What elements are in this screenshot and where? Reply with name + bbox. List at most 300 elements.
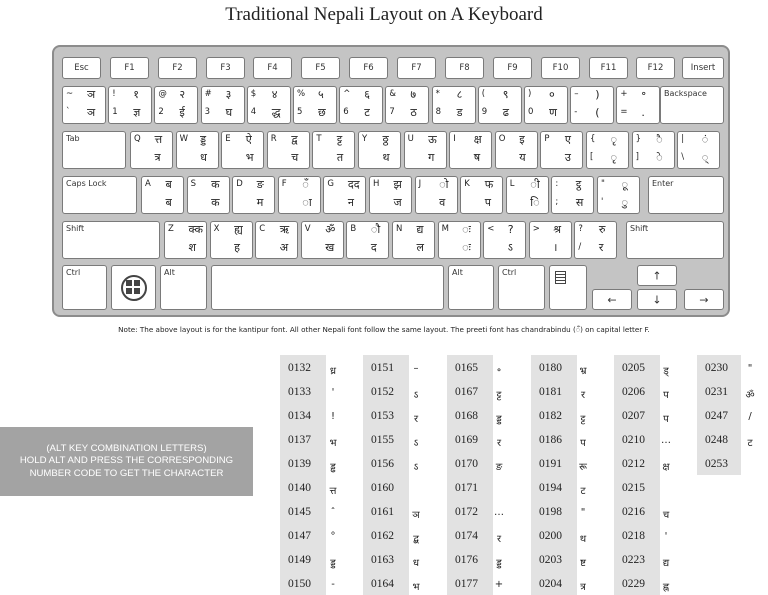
key-num-8[interactable] [432, 86, 476, 124]
key-num-0[interactable] [62, 86, 106, 124]
key-char-shift-nepali: ी [530, 178, 540, 191]
key-f1[interactable] [110, 57, 149, 79]
key-f4[interactable] [253, 57, 292, 79]
alt-character: ट्ट [496, 390, 502, 401]
key-right-alt-label: Alt [452, 268, 463, 277]
key-insert-label: Insert [690, 63, 716, 73]
alt-code: 0149 [288, 554, 311, 566]
key-char-shift-latin: @ [158, 89, 167, 99]
key-a-row-6[interactable] [415, 176, 458, 214]
key-a-row-2[interactable] [232, 176, 275, 214]
layout-note: Note: The above layout is for the kantipur font. All other Nepali font follow the same layout. The preeti font has chandrabindu (ँ) on capital letter F. [118, 325, 650, 334]
key-caps-lock-label: Caps Lock [66, 179, 107, 188]
key-char-shift-nepali: ७ [410, 88, 417, 101]
key-a-row-9[interactable] [551, 176, 594, 214]
key-a-row-8[interactable] [506, 176, 549, 214]
key-char-shift-latin: < [487, 224, 495, 234]
key-num-2[interactable] [154, 86, 198, 124]
key-char-latin: 9 [481, 107, 488, 117]
key-f3[interactable] [206, 57, 245, 79]
key-char-nepali: ल [416, 241, 424, 254]
key-f10-label: F10 [552, 63, 569, 73]
key-char-shift-latin: + [620, 89, 628, 99]
key-char-shift-latin: : [555, 179, 559, 189]
key-char-shift-nepali: ह्य [234, 223, 243, 236]
key-char-nepali: च [291, 151, 299, 164]
alt-character: ष्ट [580, 558, 586, 569]
key-enter-label: Enter [652, 179, 674, 188]
key-char-latin: 4 [250, 107, 257, 117]
key-char-shift-latin: P [544, 134, 550, 144]
key-right-ctrl-label: Ctrl [502, 268, 517, 277]
alt-code: 0212 [622, 458, 645, 470]
alt-code: 0206 [622, 386, 645, 398]
alt-character: ॰ [496, 366, 502, 377]
key-tab[interactable] [62, 131, 126, 169]
key-q-row-0[interactable] [130, 131, 173, 169]
key-num-5[interactable] [293, 86, 337, 124]
key-left-alt-label: Alt [164, 268, 175, 277]
key-char-shift-nepali: ं [701, 133, 709, 146]
alt-code: 0147 [288, 530, 311, 542]
key-z-row-0[interactable] [164, 221, 207, 259]
key-char-shift-latin: F [281, 179, 287, 189]
key-a-row-1[interactable] [187, 176, 230, 214]
key-f7-label: F7 [411, 63, 422, 73]
key-char-shift-latin: – [574, 89, 579, 99]
key-char-shift-nepali: ङ [256, 178, 264, 191]
key-a-row-5[interactable] [369, 176, 412, 214]
key-char-latin: - [574, 107, 578, 117]
key-char-shift-nepali: ? [507, 223, 514, 236]
key-char-latin: ` [66, 107, 71, 117]
key-char-nepali: े [656, 151, 663, 164]
alt-code: 0216 [622, 506, 645, 518]
key-char-shift-latin: * [435, 89, 440, 99]
key-char-nepali: त [336, 151, 344, 164]
key-f9-label: F9 [507, 63, 518, 73]
alt-character: ङ [495, 462, 503, 473]
key-char-shift-latin: Q [134, 134, 141, 144]
alt-character: ट [580, 486, 586, 497]
key-char-nepali: ई [179, 106, 185, 119]
key-char-shift-latin: & [389, 89, 397, 99]
key-char-shift-nepali: ञ [87, 88, 96, 101]
key-char-nepali: स [575, 196, 584, 209]
key-char-nepali: श [188, 241, 196, 254]
key-char-shift-nepali: ) [595, 88, 600, 101]
key-char-shift-latin: X [213, 224, 220, 234]
key-char-shift-nepali: ४ [271, 88, 278, 101]
alt-code: 0163 [371, 554, 394, 566]
key-left-ctrl-label: Ctrl [66, 268, 81, 277]
key-right-alt[interactable] [448, 265, 494, 310]
alt-character: … [494, 507, 504, 518]
key-char-shift-latin: O [498, 134, 506, 144]
key-char-shift-nepali: ै [656, 133, 663, 146]
alt-code: 0171 [455, 482, 478, 494]
key-f9[interactable] [493, 57, 532, 79]
key-right-ctrl[interactable] [498, 265, 545, 310]
alt-character: द्ब [413, 534, 419, 545]
alt-code: 0172 [455, 506, 478, 518]
key-q-row-5[interactable] [358, 131, 401, 169]
key-char-shift-latin: B [350, 224, 357, 234]
key-char-shift-latin: # [204, 89, 212, 99]
alt-code: 0182 [539, 410, 562, 422]
key-char-shift-nepali: ट्ट [336, 133, 343, 146]
key-num-3[interactable] [201, 86, 245, 124]
alt-code: 0247 [705, 410, 728, 422]
key-char-shift-nepali: ब [165, 178, 172, 191]
key-char-shift-nepali: ३ [225, 88, 232, 101]
alt-code: 0231 [705, 386, 728, 398]
key-f10[interactable] [541, 57, 580, 79]
alt-code: 0156 [371, 458, 394, 470]
key-a-row-3[interactable] [278, 176, 321, 214]
key-char-shift-latin: > [532, 224, 540, 234]
alt-code: 0200 [539, 530, 562, 542]
key-char-latin: 6 [343, 107, 349, 117]
key-char-shift-latin: I [453, 134, 456, 144]
key-f12[interactable] [636, 57, 675, 79]
alt-character: " [580, 507, 586, 518]
key-q-row-6[interactable] [404, 131, 447, 169]
alt-character: ह्न [662, 582, 670, 593]
key-char-shift-nepali: ॰ [641, 88, 647, 101]
key-char-nepali: त्र [154, 151, 161, 164]
alt-code: 0177 [455, 578, 478, 590]
alt-character: प [663, 414, 669, 425]
alt-code: 0139 [288, 458, 311, 470]
key-char-shift-nepali: ५ [318, 88, 324, 101]
alt-character: ° [330, 531, 336, 542]
key-f3-label: F3 [220, 63, 231, 73]
alt-character: ध [412, 558, 420, 569]
alt-code: 0180 [539, 362, 562, 374]
key-char-nepali: प [484, 196, 491, 209]
alt-character: र [496, 438, 502, 449]
alt-code: 0151 [371, 362, 394, 374]
key-char-nepali: ष [473, 151, 481, 164]
alt-code: 0132 [288, 362, 311, 374]
arrow-down-icon: ↓ [652, 293, 662, 306]
key-char-shift-latin: " [601, 179, 605, 189]
key-num-7[interactable] [385, 86, 429, 124]
alt-code: 0203 [539, 554, 562, 566]
key-char-nepali: ढ [502, 106, 509, 119]
key-enter[interactable] [648, 176, 724, 214]
alt-character: ड् [663, 366, 669, 377]
alt-code: 0230 [705, 362, 728, 374]
key-char-shift-latin: % [297, 89, 306, 99]
key-windows[interactable] [111, 265, 156, 310]
key-char-shift-nepali: ठ्ठ [382, 133, 389, 146]
alt-code: 0170 [455, 458, 478, 470]
key-char-shift-nepali: झ [393, 178, 402, 191]
key-char-shift-latin: S [190, 179, 196, 189]
key-char-shift-latin: ~ [66, 89, 74, 99]
key-z-row-9[interactable] [574, 221, 617, 259]
alt-character: ध्र [329, 366, 337, 377]
key-arrow-up[interactable] [637, 265, 677, 286]
alt-code: 0248 [705, 434, 728, 446]
key-char-latin: / [578, 242, 582, 252]
key-char-nepali: ् [701, 151, 709, 164]
alt-code: 0229 [622, 578, 645, 590]
key-char-nepali: म [256, 196, 264, 209]
key-char-shift-nepali: क्ष [473, 133, 482, 146]
key-char-shift-nepali: ६ [364, 88, 370, 101]
key-q-row-2[interactable] [221, 131, 264, 169]
key-char-shift-latin: ? [578, 224, 583, 234]
key-char-shift-nepali: ८ [456, 88, 463, 101]
alt-code: 0160 [371, 482, 394, 494]
key-char-shift-nepali: ए [564, 133, 571, 146]
key-char-shift-latin: T [316, 134, 322, 144]
key-a-row-0[interactable] [141, 176, 184, 214]
alt-character: र [580, 390, 586, 401]
key-num-4[interactable] [247, 86, 291, 124]
key-char-shift-latin: } [635, 134, 642, 144]
key-char-nepali: ( [595, 106, 600, 119]
alt-instructions-box [0, 427, 253, 496]
key-char-shift-latin: { [590, 134, 596, 144]
key-char-shift-nepali: ऊ [428, 133, 437, 146]
key-z-row-1[interactable] [210, 221, 253, 259]
key-left-shift[interactable] [62, 221, 160, 259]
alt-character: प [663, 390, 669, 401]
key-f6[interactable] [349, 57, 388, 79]
alt-code: 0198 [539, 506, 562, 518]
key-a-row-7[interactable] [460, 176, 503, 214]
key-char-latin: = [620, 107, 628, 117]
menu-icon [555, 271, 566, 284]
key-char-shift-nepali: क्क [188, 223, 203, 236]
key-q-row-11[interactable] [632, 131, 675, 169]
alt-code: 0162 [371, 530, 394, 542]
key-char-shift-latin: N [396, 224, 403, 234]
alt-character: ॐ [745, 390, 755, 401]
alt-code: 0207 [622, 410, 645, 422]
key-f1-label: F1 [124, 63, 135, 73]
key-char-latin: 1 [112, 107, 118, 117]
key-char-nepali: . [641, 106, 645, 119]
key-char-shift-nepali: द्य [416, 223, 424, 236]
key-arrow-left[interactable] [592, 289, 632, 310]
key-char-shift-latin: K [464, 179, 470, 189]
key-char-shift-nepali: ृ [610, 133, 618, 146]
alt-character: ड्ड [496, 558, 502, 569]
alt-character: च [662, 510, 670, 521]
alt-code: 0186 [539, 434, 562, 446]
key-f8[interactable] [445, 57, 484, 79]
key-num-12[interactable] [616, 86, 660, 124]
key-char-nepali: ृ [610, 151, 618, 164]
keyboard [52, 45, 730, 317]
key-char-shift-latin: E [225, 134, 231, 144]
key-char-shift-nepali: त्त [154, 133, 163, 146]
key-f7[interactable] [397, 57, 436, 79]
key-a-row-4[interactable] [323, 176, 366, 214]
key-char-nepali: घ [225, 106, 233, 119]
key-char-shift-latin: C [259, 224, 266, 234]
key-char-shift-nepali: श्र [553, 223, 562, 236]
alt-character: ड्ढ [330, 462, 336, 473]
key-esc[interactable] [62, 57, 101, 79]
alt-character: क्ष [662, 462, 670, 473]
key-q-row-7[interactable] [449, 131, 492, 169]
key-char-nepali: व [439, 196, 446, 209]
key-num-1[interactable] [108, 86, 152, 124]
key-char-nepali: उ [564, 151, 571, 164]
alt-code: 0140 [288, 482, 311, 494]
alt-character: ˆ [330, 507, 336, 518]
key-char-nepali: अ [279, 241, 289, 254]
key-arrow-right[interactable] [684, 289, 724, 310]
key-f11-label: F11 [600, 63, 617, 73]
key-char-shift-nepali: ू [621, 178, 629, 191]
key-char-latin: ' [601, 197, 604, 207]
key-tab-label: Tab [66, 134, 80, 143]
key-num-6[interactable] [339, 86, 383, 124]
alt-code: 0253 [705, 458, 728, 470]
alt-character: भ [412, 582, 420, 593]
key-char-shift-latin: A [145, 179, 151, 189]
key-z-row-8[interactable] [529, 221, 572, 259]
alt-character: द्य [662, 558, 670, 569]
key-left-ctrl[interactable] [62, 265, 107, 310]
key-f6-label: F6 [363, 63, 374, 73]
key-backspace-label: Backspace [664, 89, 707, 98]
key-z-row-5[interactable] [392, 221, 435, 259]
key-q-row-4[interactable] [312, 131, 355, 169]
key-insert[interactable] [682, 57, 724, 79]
key-right-shift-label: Shift [630, 224, 649, 233]
alt-code: 0194 [539, 482, 562, 494]
key-num-11[interactable] [570, 86, 614, 124]
key-char-shift-latin: G [327, 179, 334, 189]
alt-code: 0215 [622, 482, 645, 494]
alt-code: 0218 [622, 530, 645, 542]
key-num-10[interactable] [524, 86, 568, 124]
alt-code: 0191 [539, 458, 562, 470]
alt-character: र [413, 414, 419, 425]
key-z-row-7[interactable] [483, 221, 526, 259]
key-char-nepali: य [519, 151, 526, 164]
alt-code: 0161 [371, 506, 394, 518]
key-f11[interactable] [589, 57, 628, 79]
key-q-row-1[interactable] [176, 131, 219, 169]
key-q-row-8[interactable] [495, 131, 538, 169]
key-a-row-10[interactable] [597, 176, 640, 214]
alt-code: 0174 [455, 530, 478, 542]
key-f4-label: F4 [267, 63, 278, 73]
alt-code: 0204 [539, 578, 562, 590]
key-char-nepali: र [598, 241, 604, 254]
key-char-shift-latin: M [441, 224, 449, 234]
key-num-9[interactable] [478, 86, 522, 124]
key-char-shift-latin: W [179, 134, 188, 144]
key-char-shift-nepali: ट्ठ [575, 178, 582, 191]
key-right-shift[interactable] [626, 221, 724, 259]
alt-character: - [331, 579, 335, 590]
key-q-row-9[interactable] [540, 131, 583, 169]
alt-character: ' [664, 531, 668, 542]
key-esc-label: Esc [74, 63, 89, 73]
alt-instruction-line-3: NUMBER CODE TO GET THE CHARACTER [29, 467, 224, 479]
key-z-row-6[interactable] [438, 221, 481, 259]
alt-character: भ [329, 438, 337, 449]
key-char-shift-nepali: ऐ [245, 133, 252, 146]
key-z-row-2[interactable] [255, 221, 298, 259]
alt-character: ' [331, 387, 335, 398]
key-backspace[interactable] [660, 86, 724, 124]
key-spacebar[interactable] [211, 265, 444, 310]
key-char-latin: ] [635, 152, 639, 162]
key-char-shift-nepali: क [211, 178, 220, 191]
windows-logo-icon [121, 275, 147, 301]
alt-code: 0168 [455, 410, 478, 422]
key-f2[interactable] [158, 57, 197, 79]
key-q-row-12[interactable] [677, 131, 720, 169]
key-char-nepali: ठ [410, 106, 417, 119]
alt-code: 0223 [622, 554, 645, 566]
alt-character: रू [579, 462, 587, 473]
arrow-left-icon: ← [607, 293, 617, 306]
key-char-shift-nepali: ो [439, 178, 449, 191]
key-char-nepali: ज [393, 196, 402, 209]
key-char-nepali: ञ [87, 106, 96, 119]
key-q-row-10[interactable] [586, 131, 629, 169]
key-char-shift-latin: V [304, 224, 311, 234]
alt-character: प [580, 438, 586, 449]
key-char-nepali: । [553, 241, 558, 254]
key-char-shift-nepali: ॐ [325, 223, 336, 236]
key-left-alt[interactable] [160, 265, 207, 310]
key-char-nepali: ण [549, 106, 557, 119]
arrow-up-icon: ↑ [652, 269, 662, 282]
key-char-shift-nepali: ँ [302, 178, 309, 191]
arrow-right-icon: → [699, 293, 709, 306]
alt-code: 0134 [288, 410, 311, 422]
alt-code: 0169 [455, 434, 478, 446]
key-caps-lock[interactable] [62, 176, 137, 214]
alt-code: 0167 [455, 386, 478, 398]
key-z-row-4[interactable] [346, 221, 389, 259]
alt-character: ड्ड [496, 414, 502, 425]
key-char-latin: 8 [435, 107, 442, 117]
key-char-shift-latin: Y [362, 134, 368, 144]
key-char-shift-nepali: ऋ [279, 223, 290, 236]
key-char-shift-latin: ^ [343, 89, 351, 99]
alt-code: 0150 [288, 578, 311, 590]
key-z-row-3[interactable] [301, 221, 344, 259]
alt-code: 0165 [455, 362, 478, 374]
key-char-nepali: क [211, 196, 220, 209]
key-char-nepali: ख [325, 241, 335, 254]
alt-character: " [747, 363, 753, 374]
key-q-row-3[interactable] [267, 131, 310, 169]
key-menu[interactable] [549, 265, 587, 310]
key-f5[interactable] [301, 57, 340, 79]
alt-code: 0176 [455, 554, 478, 566]
key-char-latin: \ [681, 152, 685, 162]
alt-character: … [661, 435, 671, 446]
key-arrow-down[interactable] [637, 289, 677, 310]
key-char-nepali: द [370, 241, 377, 254]
key-char-nepali: ु [621, 196, 629, 209]
